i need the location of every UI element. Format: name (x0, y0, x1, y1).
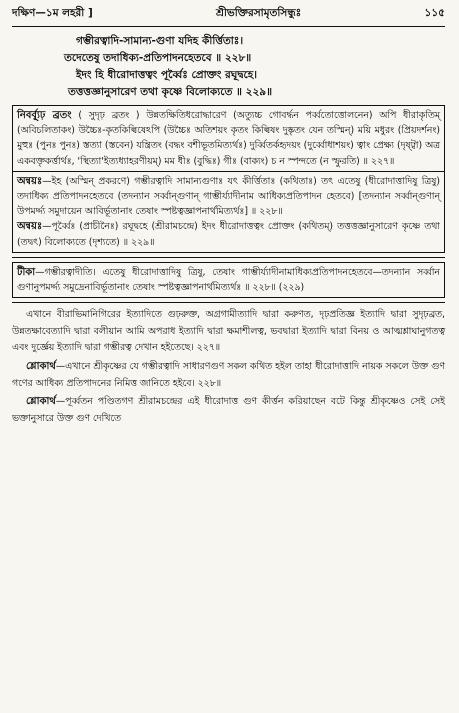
commentary-text: —পূর্ব্বৈঃ (প্রাচীনৈঃ) রঘূদ্বহে (শ্রীরামচন্দ্রে) ইদং ধীরোদাত্তত্বং প্রোক্তং (কথিতম্) তত্তত্তজ্ঞানুসারেণ কৃষ্ণে তথা (তদ্বৎ) বিলোক্যতে (দৃশ্যতে) ॥ ২২৯॥ (17, 221, 440, 248)
commentary-box (12, 172, 445, 253)
tika-box (12, 262, 445, 298)
chapter-reference: দক্ষিণ—১ম লহরী ] (12, 7, 93, 19)
shlokartha-label: শ্লোকার্থ (26, 396, 56, 408)
page-number: ১১৫ (424, 7, 445, 19)
shlokartha-text: —এখানে শ্রীকৃষ্ণের যে গম্ভীরত্বাদি সাধারণগুণ সকল কথিত হইল তাহা ধীরোদাত্তাদি নায়ক সকলে উক্ত গুণ গণের আধিক্য প্রতিপাদনের নিমিত্ত জানিতে হইবে। ২২৮॥ (12, 361, 445, 389)
verse-line: ইদং হি ধীরোদাত্তত্বং পূর্ব্বৈঃ প্রোক্তং রঘূদ্বহে। (76, 69, 258, 81)
divider (12, 257, 445, 258)
shlokartha-label: শ্লোকার্থ (26, 361, 56, 373)
commentary-label: নির্ব্ব্যূঢ় ব্রতং (17, 110, 72, 121)
bengali-paragraph: এখানে বীরাভিমানিগিরের ইত্যাদিতে গুঢ়রুক্ত, অগ্রগামীত্যাদি দ্বারা করুণত, দৃঢ়প্রতিজ্ঞ ইত্যাদি দ্বারা সুদৃঢ়ব্রত, উন্নতক্ষাবেত্যাদি দ্বারা বলীয়ান আমি অপরাধ ইত্যাদি দ্বারা ক্ষমাশীলত্ব, ভবদ্বারা ইত্যাদি দ্বারা বিনয় ও আত্মশ্লাঘানুগতত্ব এবং দুর্জ্ঞেয় ইত্যাদি দ্বারা গম্ভীরত্ব দেখান হইতেছে। ২২৭॥ (12, 309, 445, 354)
tika-label: টীকা (17, 266, 36, 278)
commentary-label: অন্বয়ঃ (17, 221, 43, 233)
commentary-box (12, 105, 445, 172)
book-title: শ্রীভক্তিরসামৃতসিন্ধুঃ (216, 7, 302, 19)
tika-paragraph (17, 265, 440, 295)
tika-text: —গম্ভীরত্বাদীতি। এতেষু ধীরোদাত্তাদিষু ত্রিষু, তেষাং গাম্ভীর্য্যাদীনামাধিক্যপ্রতিপাদনহেতবে—তদন্যান সর্ব্বান গুণানুপমর্দ্দ্য সমুদ্রেনাবির্ভূতানাং তেষাং স্পষ্টত্বজ্ঞাপনার্থমিত্যর্থঃ ॥ ২২৮॥ (২২৯) (17, 266, 440, 294)
page-header (12, 6, 445, 27)
shlokartha-text: —পূর্ব্বতন পণ্ডিতগণ শ্রীরামচন্দ্রের এই ধীরোদাত্ত গুণ কীর্ত্তন করিয়াছেন বটে কিন্তু শ্রীকৃষ্ণেও সেই সেই ভক্তানুসারে উক্ত গুণ দেখিতে (12, 396, 445, 424)
bengali-paragraph (12, 394, 445, 427)
sanskrit-verse (12, 33, 445, 101)
commentary-text: ( সুদৃঢ় ব্রতং ) উন্নতক্ষিতিধরোদ্ধারেণ (অত্যুচ্চ গোবর্দ্ধন পর্ব্বতোত্তোলনেন) অপি ধীরাকৃতিম্ (অবিচলিতাকং) উচ্চৈঃ-কৃতকিল্বিষেঽপি (উচ্চৈঃ অতিশয়ং কৃতং কিল্বিষং দুষ্কৃতং যেন তস্মিন্) ময়ি মধুরং (প্রিয়দর্শনং) মুহুঃ (পুনঃ পুনঃ) স্তত্যা (স্তবেন) যন্ত্রিতং (বদ্ধং বশীভূতমিত্যর্থঃ) দুর্ব্বিতর্কহৃদয়ং (দুর্ব্বোধাশয়ং) ত্বাং প্রেক্ষ্য (দৃষ্ট্বা) অত্র একবক্তৃকর্ত্তার্থঃ, 'স্থিত্যা'ইত্যধ্যাহরণীয়ম্) মম ধীঃ (বুদ্ধিঃ) গীঃ (বাক্যং) চ ন স্পন্দতে (ন স্ফুরতি) ॥ ২২৭॥ (17, 110, 440, 167)
verse-line: গম্ভীরত্বাদি-সামান্য-গুণা যদিহ কীর্ত্তিতাঃ। (76, 35, 244, 47)
commentary-text: —ইহ (অস্মিন্ প্রকরণে) গম্ভীরত্বাদি সামান্যগুণাঃ যৎ কীর্ত্তিতাঃ (কথিতাঃ) তৎ এতেষু (ধীরোদাত্তাদিষু ত্রিষু) তদাধিক্য প্রতিপাদনহেতবে (তদন্যান সর্ব্বান্গুণান্ গাম্ভীর্য্যাদীনাম আধিক্যপ্রতিপাদন হেতবে) [তদন্যান সর্ব্বান্গুণান্ উপমর্দ্দ্য সমুদায়েন আবির্ভূতানাং তেষাং স্পষ্টত্বজ্ঞাপনার্থমিত্যর্থঃ] ॥ ২২৮॥ (17, 175, 440, 218)
commentary-paragraph (17, 174, 440, 220)
divider (12, 302, 445, 303)
commentary-paragraph (17, 108, 440, 169)
bengali-paragraph (12, 359, 445, 392)
verse-line: তদেতেষু তদাধিক্য-প্রতিপাদনহেতবে ॥ ২২৮॥ (64, 52, 252, 64)
verse-line: তত্তত্তজ্ঞানুসারেণ তথা কৃষ্ণে বিলোক্যতে ॥ ২২৯॥ (68, 86, 273, 98)
commentary-paragraph (17, 219, 440, 249)
commentary-label: অন্বয়ঃ (17, 175, 43, 187)
